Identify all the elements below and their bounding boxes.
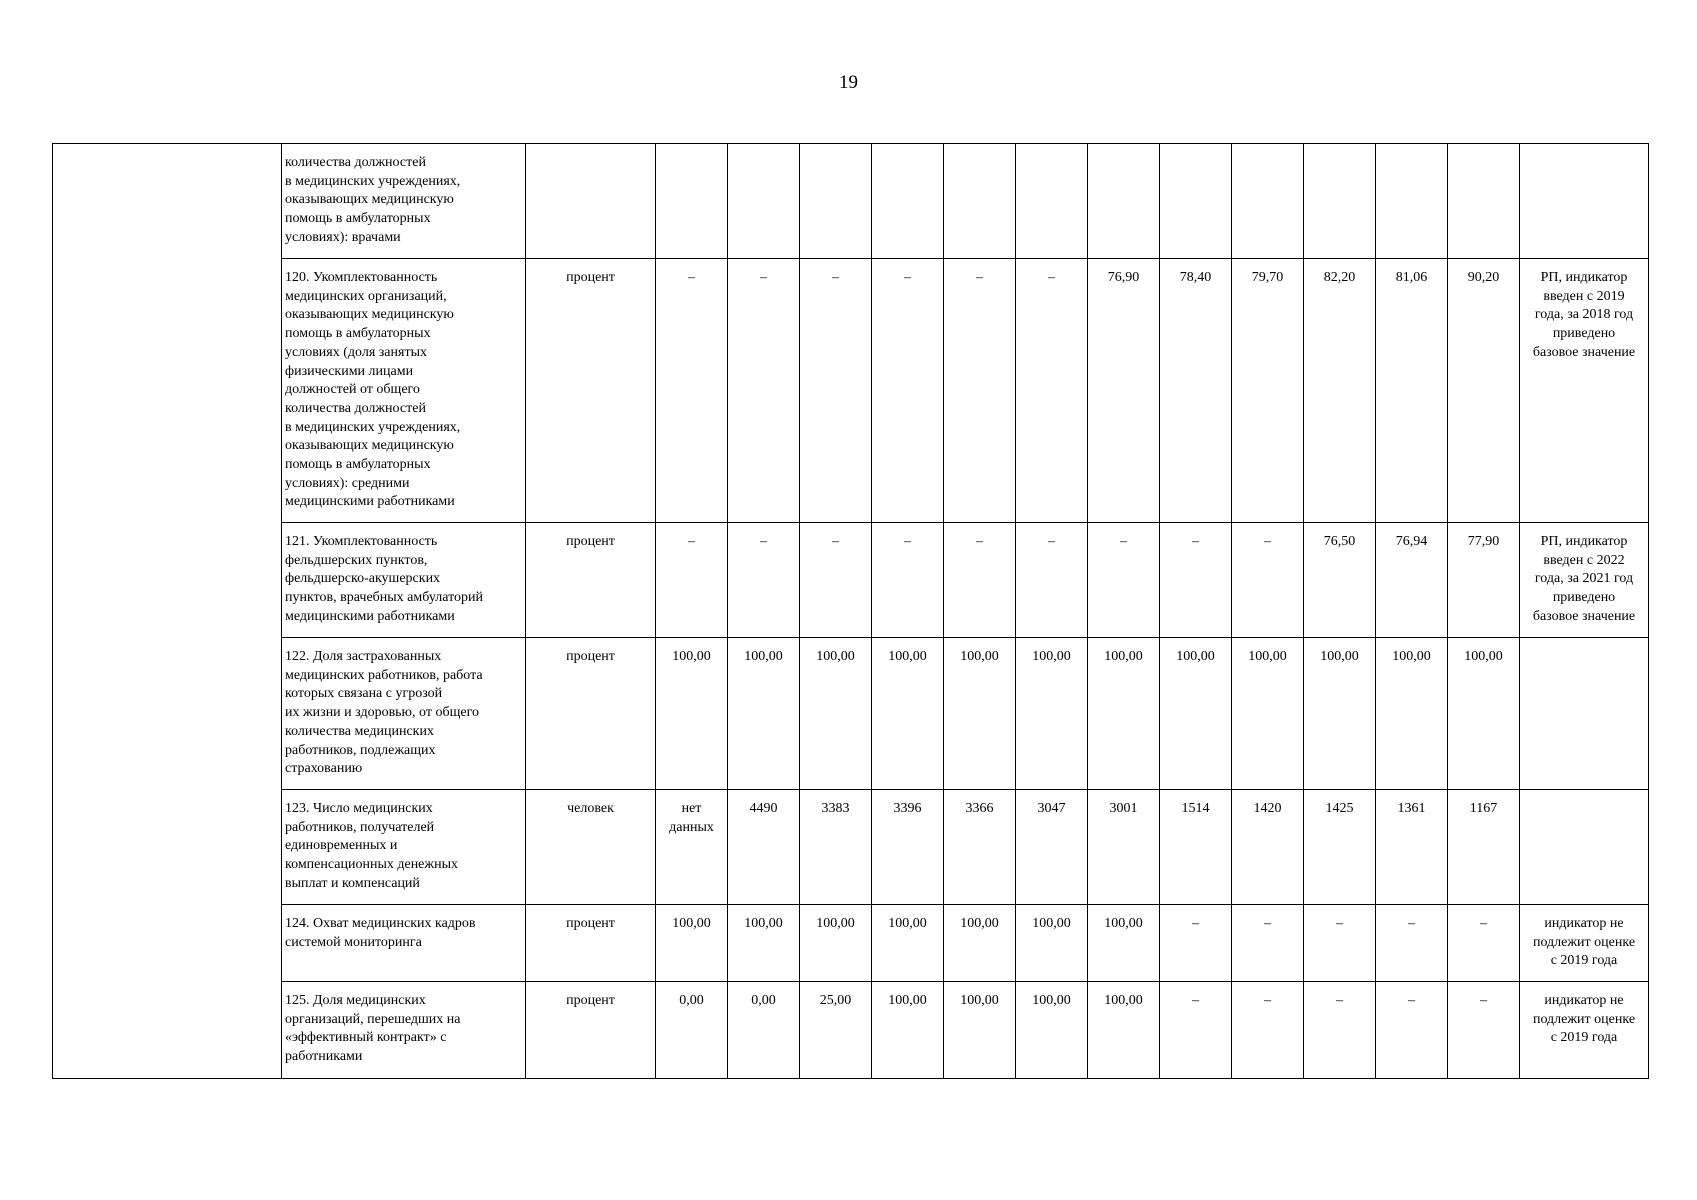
value-cell: 100,00 (872, 905, 944, 982)
value-cell (1088, 144, 1160, 259)
value-cell (1160, 144, 1232, 259)
value-cell (1232, 144, 1304, 259)
value-cell (1016, 144, 1088, 259)
value-cell: 100,00 (728, 905, 800, 982)
unit-cell: процент (526, 982, 656, 1079)
indicator-name-cell: количества должностей в медицинских учреждениях, оказывающих медицинскую помощь в амбулаторных условиях): врачами (282, 144, 526, 259)
note-cell (1520, 638, 1649, 790)
table-row (53, 144, 1649, 259)
value-cell (872, 144, 944, 259)
value-cell (728, 144, 800, 259)
value-cell: 3396 (872, 790, 944, 905)
value-cell (1448, 144, 1520, 259)
value-cell: – (872, 259, 944, 523)
value-cell: 100,00 (1160, 638, 1232, 790)
value-cell: 90,20 (1448, 259, 1520, 523)
table-row (53, 982, 1649, 1079)
value-cell: 100,00 (1448, 638, 1520, 790)
value-cell: 0,00 (656, 982, 728, 1079)
unit-cell: процент (526, 259, 656, 523)
value-cell: 3366 (944, 790, 1016, 905)
indicator-name-cell: 121. Укомплектованность фельдшерских пунктов, фельдшерско-акушерских пунктов, врачебных амбулаторий медицинскими работниками (282, 523, 526, 638)
value-cell: 100,00 (656, 638, 728, 790)
value-cell: 100,00 (872, 982, 944, 1079)
value-cell: 100,00 (1088, 905, 1160, 982)
value-cell: – (1232, 982, 1304, 1079)
value-cell: 100,00 (944, 905, 1016, 982)
value-cell: 1361 (1376, 790, 1448, 905)
value-cell: – (1160, 905, 1232, 982)
table-row (53, 259, 1649, 523)
program-name-cell (53, 144, 282, 1079)
value-cell (1304, 144, 1376, 259)
value-cell: – (1016, 523, 1088, 638)
unit-cell: процент (526, 905, 656, 982)
page-number: 19 (839, 72, 858, 93)
value-cell: 79,70 (1232, 259, 1304, 523)
value-cell: – (1376, 905, 1448, 982)
value-cell: – (944, 259, 1016, 523)
note-cell: РП, индикатор введен с 2019 года, за 2018 год приведено базовое значение (1520, 259, 1649, 523)
note-cell (1520, 790, 1649, 905)
value-cell: – (872, 523, 944, 638)
value-cell: 77,90 (1448, 523, 1520, 638)
value-cell: 3001 (1088, 790, 1160, 905)
value-cell (656, 144, 728, 259)
value-cell: нет данных (656, 790, 728, 905)
value-cell: – (1232, 905, 1304, 982)
value-cell: 100,00 (1376, 638, 1448, 790)
value-cell: – (944, 523, 1016, 638)
value-cell: 100,00 (800, 905, 872, 982)
unit-cell: процент (526, 523, 656, 638)
value-cell (800, 144, 872, 259)
indicator-name-cell: 120. Укомплектованность медицинских организаций, оказывающих медицинскую помощь в амбулаторных условиях (доля занятых физическими лицами должностей от общего количества должностей в медицинских учреждениях, оказывающих медицинскую помощь в амбулаторных условиях): средними медицинскими работниками (282, 259, 526, 523)
table-row (53, 523, 1649, 638)
value-cell: 76,94 (1376, 523, 1448, 638)
value-cell: 0,00 (728, 982, 800, 1079)
value-cell: 100,00 (1088, 982, 1160, 1079)
value-cell: 3383 (800, 790, 872, 905)
value-cell: 100,00 (944, 982, 1016, 1079)
indicator-table (52, 143, 1649, 1079)
value-cell: 78,40 (1160, 259, 1232, 523)
value-cell: – (1376, 982, 1448, 1079)
value-cell: – (1448, 905, 1520, 982)
value-cell: 82,20 (1304, 259, 1376, 523)
value-cell (1376, 144, 1448, 259)
unit-cell: процент (526, 638, 656, 790)
value-cell: 1420 (1232, 790, 1304, 905)
value-cell: 100,00 (728, 638, 800, 790)
value-cell: – (800, 259, 872, 523)
note-cell: РП, индикатор введен с 2022 года, за 2021 год приведено базовое значение (1520, 523, 1649, 638)
table-row (53, 790, 1649, 905)
indicator-name-cell: 123. Число медицинских работников, получателей единовременных и компенсационных денежных выплат и компенсаций (282, 790, 526, 905)
value-cell: – (1016, 259, 1088, 523)
value-cell: 1425 (1304, 790, 1376, 905)
note-cell (1520, 144, 1649, 259)
value-cell: 100,00 (656, 905, 728, 982)
value-cell: 76,50 (1304, 523, 1376, 638)
value-cell: 100,00 (1232, 638, 1304, 790)
value-cell: 100,00 (1304, 638, 1376, 790)
value-cell: 100,00 (1016, 638, 1088, 790)
value-cell: 1167 (1448, 790, 1520, 905)
note-cell: индикатор не подлежит оценке с 2019 года (1520, 905, 1649, 982)
value-cell: – (800, 523, 872, 638)
value-cell (944, 144, 1016, 259)
unit-cell (526, 144, 656, 259)
value-cell: – (1160, 982, 1232, 1079)
value-cell: – (656, 523, 728, 638)
value-cell: 100,00 (800, 638, 872, 790)
value-cell: – (728, 259, 800, 523)
value-cell: – (1088, 523, 1160, 638)
indicator-name-cell: 124. Охват медицинских кадров системой мониторинга (282, 905, 526, 982)
value-cell: – (1304, 905, 1376, 982)
note-cell: индикатор не подлежит оценке с 2019 года (1520, 982, 1649, 1079)
value-cell: – (1232, 523, 1304, 638)
value-cell: 100,00 (1016, 982, 1088, 1079)
value-cell: 76,90 (1088, 259, 1160, 523)
value-cell: 100,00 (1016, 905, 1088, 982)
value-cell: – (1160, 523, 1232, 638)
value-cell: 1514 (1160, 790, 1232, 905)
value-cell: 81,06 (1376, 259, 1448, 523)
value-cell: 100,00 (1088, 638, 1160, 790)
table-row (53, 905, 1649, 982)
value-cell: 4490 (728, 790, 800, 905)
unit-cell: человек (526, 790, 656, 905)
value-cell: 25,00 (800, 982, 872, 1079)
value-cell: 100,00 (872, 638, 944, 790)
value-cell: – (1304, 982, 1376, 1079)
value-cell: – (1448, 982, 1520, 1079)
value-cell: – (728, 523, 800, 638)
indicator-name-cell: 122. Доля застрахованных медицинских работников, работа которых связана с угрозой их жизни и здоровью, от общего количества медицинских работников, подлежащих страхованию (282, 638, 526, 790)
indicator-name-cell: 125. Доля медицинских организаций, перешедших на «эффективный контракт» с работниками (282, 982, 526, 1079)
value-cell: 100,00 (944, 638, 1016, 790)
table-row (53, 638, 1649, 790)
value-cell: 3047 (1016, 790, 1088, 905)
value-cell: – (656, 259, 728, 523)
